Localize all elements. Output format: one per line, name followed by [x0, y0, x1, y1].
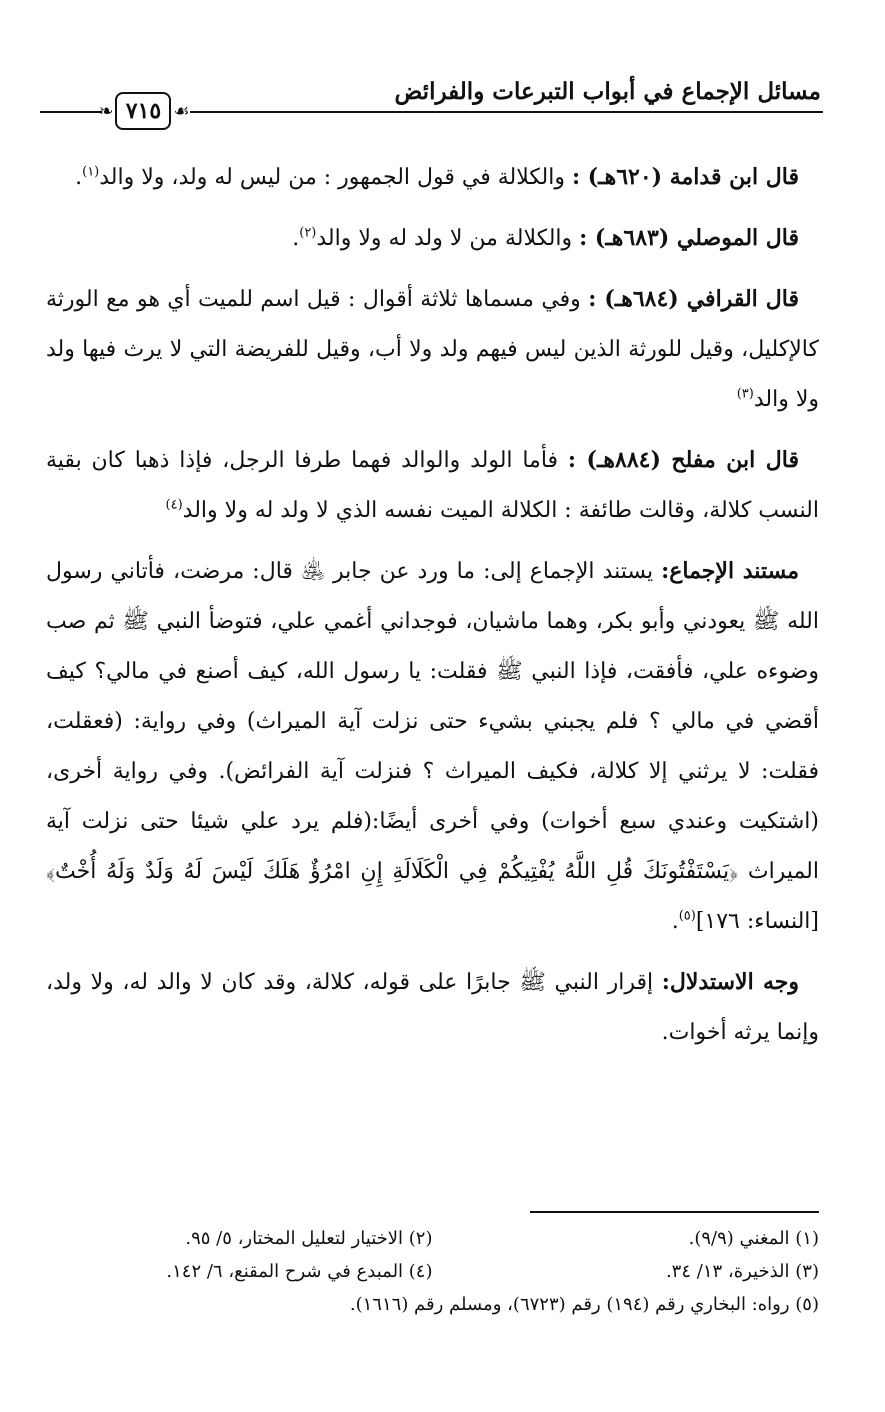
paragraph-tail: . [292, 226, 300, 251]
paragraph-lead: قال الموصلي (٦٨٣هـ) : [579, 225, 799, 251]
running-title: مسائل الإجماع في أبواب التبرعات والفرائض [394, 78, 821, 105]
footnote-row [46, 1288, 819, 1321]
footnote-row [46, 1255, 819, 1288]
paragraph-lead: مستند الإجماع: [661, 558, 799, 584]
paragraph-tail: . [671, 909, 679, 934]
paragraph-body: يستند الإجماع إلى: ما ورد عن جابر ﵁ قال: مرضت، فأتاني رسول الله ﷺ يعودني وأبو بكر، وهما ماشيان، فوجداني أغمي علي، فتوضأ النبي ﷺ ثم صب وضوءه علي، فأفقت، فإذا النبي ﷺ فقلت: يا رسول الله، كيف أصنع في مالي؟ كيف أقضي في مالي ؟ فلم يجبني بشيء حتى نزلت آية الميراث) وفي رواية: (فعقلت، فقلت: لا يرثني إلا كلالة، فكيف الميراث ؟ فنزلت آية الفرائض). وفي رواية أخرى، (اشتكيت وعندي سبع أخوات) وفي أخرى أيضًا:(فلم يرد علي شيئا حتى نزلت آية الميراث ﴿يَسْتَفْتُونَكَ قُلِ اللَّهُ يُفْتِيكُمْ فِي الْكَلَالَةِ إِنِ امْرُؤٌ هَلَكَ لَيْسَ لَهُ وَلَدٌ وَلَهُ أُخْتٌ﴾ [النساء: ١٧٦] [46, 559, 819, 934]
ornament-icon: ❧ [98, 100, 114, 122]
footnote-2: (٢) الاختيار لتعليل المختار، ٥/ ٩٥. [185, 1228, 433, 1249]
paragraph-lead: وجه الاستدلال: [661, 969, 799, 995]
paragraph-lead: قال ابن قدامة (٦٢٠هـ) : [571, 164, 799, 190]
paragraph-inference [46, 957, 819, 1058]
footnote-ref[interactable]: (٣) [736, 386, 754, 402]
footnote-5: (٥) رواه: البخاري رقم (١٩٤) رقم (٦٧٢٣)، ومسلم رقم (١٦١٦). [349, 1294, 819, 1315]
paragraph-body: إقرار النبي ﷺ جابرًا على قوله، كلالة، وقد كان لا والد له، ولا ولد، وإنما يرثه أخوات. [46, 970, 819, 1045]
footnote-row [46, 1222, 819, 1255]
paragraph-body: فأما الولد والوالد فهما طرفا الرجل، فإذا ذهبا كان بقية النسب كلالة، وقالت طائفة : الكلالة الميت نفسه الذي لا ولد له ولا والد [46, 448, 819, 523]
paragraph-lead: قال ابن مفلح (٨٨٤هـ) : [567, 447, 799, 473]
paragraph-evidence [46, 546, 819, 947]
footnote-1: (١) المغني (٩/٩). [688, 1228, 819, 1249]
paragraph-ibn-qudama [46, 152, 819, 203]
footnote-ref[interactable]: (٢) [299, 225, 317, 241]
ornament-icon: ☙ [173, 100, 190, 122]
footnote-4: (٤) المبدع في شرح المقنع، ٦/ ١٤٢. [166, 1261, 433, 1282]
paragraph-tail: . [75, 165, 83, 190]
footnotes [46, 1222, 819, 1321]
page-number-frame [100, 92, 188, 130]
paragraph-body: والكلالة في قول الجمهور : من ليس له ولد، ولا والد [99, 165, 572, 190]
main-text [46, 152, 819, 1068]
paragraph-ibn-muflih [46, 435, 819, 536]
paragraph-body: وفي مسماها ثلاثة أقوال : قيل اسم للميت أي هو مع الورثة كالإكليل، وقيل للورثة الذين ليس فيهم ولد ولا أب، وقيل للفريضة التي لا يرث فيها ولد ولا والد [46, 287, 819, 412]
footnote-ref[interactable]: (١) [82, 164, 100, 180]
footnote-ref[interactable]: (٤) [165, 497, 183, 513]
paragraph-mawsili [46, 213, 819, 264]
footnote-3: (٣) الذخيرة، ١٣/ ٣٤. [665, 1261, 819, 1282]
paragraph-lead: قال القرافي (٦٨٤هـ) : [588, 286, 799, 312]
paragraph-qarafi [46, 274, 819, 425]
footnote-ref[interactable]: (٥) [678, 908, 696, 924]
header-rule-left [40, 111, 102, 113]
footnote-separator [530, 1211, 819, 1213]
page-number: ٧١٥ [115, 92, 171, 130]
paragraph-body: والكلالة من لا ولد له ولا والد [316, 226, 580, 251]
header-rule-right [190, 111, 823, 113]
